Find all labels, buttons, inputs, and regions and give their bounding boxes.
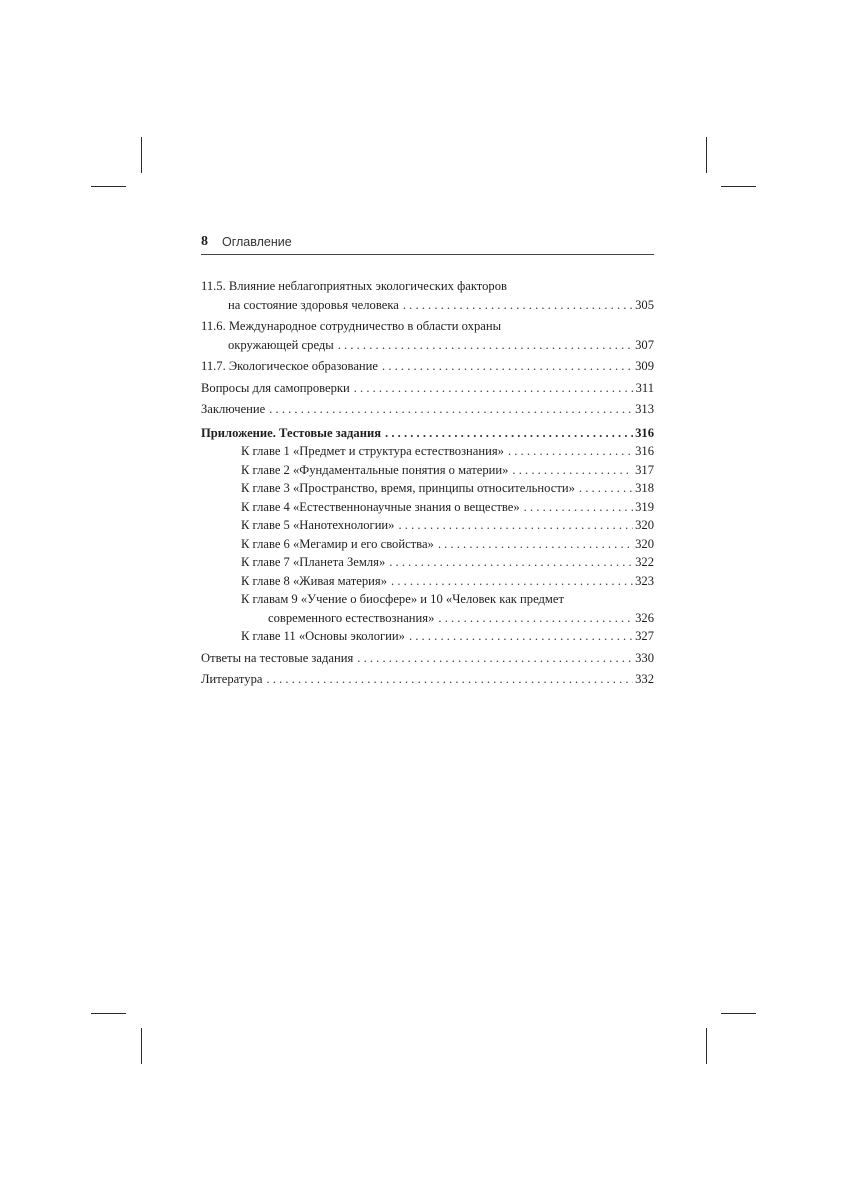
toc-subentry[interactable] <box>241 498 654 517</box>
table-of-contents <box>201 277 654 689</box>
toc-entry-title: 11.6. Международное сотрудничество в области охраны <box>201 319 502 333</box>
toc-subentry[interactable] <box>241 553 654 572</box>
dot-leader <box>398 516 633 535</box>
dot-leader <box>409 627 633 646</box>
toc-entry-title: Вопросы для самопроверки <box>201 380 350 395</box>
toc-entry[interactable] <box>201 670 654 689</box>
crop-mark <box>141 137 142 173</box>
toc-entry[interactable] <box>201 649 654 668</box>
toc-entry[interactable] <box>201 317 654 354</box>
toc-page-number: 323 <box>635 573 654 588</box>
crop-mark <box>721 1013 756 1014</box>
dot-leader <box>385 424 633 443</box>
toc-entry[interactable] <box>201 357 654 376</box>
toc-page-number: 316 <box>635 425 654 440</box>
toc-subentry-title: К главе 8 «Живая материя» <box>241 573 388 588</box>
toc-entry-appendix[interactable] <box>201 424 654 443</box>
toc-page-number: 311 <box>635 380 654 395</box>
dot-leader <box>403 296 633 315</box>
toc-subentry[interactable] <box>241 627 654 646</box>
toc-page-number: 309 <box>635 359 654 373</box>
dot-leader <box>354 379 634 398</box>
crop-mark <box>141 1028 142 1064</box>
dot-leader <box>266 670 633 689</box>
toc-subentry-title-cont: современного естествознания» <box>268 610 435 625</box>
toc-subentry[interactable] <box>241 535 654 554</box>
crop-mark <box>706 1028 707 1064</box>
dot-leader <box>512 461 633 480</box>
crop-mark <box>706 137 707 173</box>
toc-page-number: 307 <box>635 337 654 352</box>
toc-entry[interactable] <box>201 277 654 314</box>
toc-entry-title: 11.7. Экологическое образование <box>201 359 379 373</box>
toc-entry-title: Ответы на тестовые задания <box>201 650 354 665</box>
toc-page-number: 320 <box>635 518 654 532</box>
toc-subentry-title: К главам 9 «Учение о биосфере» и 10 «Человек как предмет <box>241 592 564 606</box>
toc-subentry-title: К главе 5 «Нанотехнологии» <box>241 518 395 532</box>
page-title: Оглавление <box>222 235 292 249</box>
toc-entry-title-cont: окружающей среды <box>228 337 334 352</box>
dot-leader <box>357 649 633 668</box>
toc-entry-title: 11.5. Влияние неблагоприятных экологических факторов <box>201 279 507 293</box>
toc-page-number: 319 <box>635 499 654 514</box>
toc-page-number: 332 <box>635 672 654 686</box>
toc-subentry-title: К главе 11 «Основы экологии» <box>241 629 405 643</box>
toc-subentry-title: К главе 2 «Фундаментальные понятия о материи» <box>241 462 509 477</box>
toc-entry-title-cont: на состояние здоровья человека <box>228 297 399 312</box>
toc-page-number: 316 <box>635 444 654 458</box>
toc-subentry[interactable] <box>241 479 654 498</box>
toc-entry[interactable] <box>201 400 654 419</box>
toc-subentry-title: К главе 7 «Планета Земля» <box>241 555 386 569</box>
crop-mark <box>91 1013 126 1014</box>
toc-subentry-title: К главе 4 «Естественнонаучные знания о веществе» <box>241 499 520 514</box>
toc-subentry[interactable] <box>241 590 654 627</box>
dot-leader <box>524 498 633 517</box>
toc-subentry[interactable] <box>241 572 654 591</box>
dot-leader <box>382 357 633 376</box>
toc-entry-title: Заключение <box>201 402 266 416</box>
toc-page-number: 320 <box>635 536 654 551</box>
toc-subentry[interactable] <box>241 442 654 461</box>
toc-page-number: 327 <box>635 629 654 643</box>
dot-leader <box>389 553 633 572</box>
dot-leader <box>338 336 633 355</box>
dot-leader <box>438 535 633 554</box>
toc-subentry-title: К главе 6 «Мегамир и его свойства» <box>241 536 434 551</box>
toc-page-number: 318 <box>635 481 654 495</box>
toc-page-number: 330 <box>635 650 654 665</box>
toc-page-number: 317 <box>635 462 654 477</box>
dot-leader <box>579 479 633 498</box>
toc-subentry[interactable] <box>241 516 654 535</box>
crop-mark <box>721 186 756 187</box>
running-header <box>201 233 654 255</box>
toc-page-number: 305 <box>635 297 654 312</box>
page-number: 8 <box>201 234 208 249</box>
toc-entry-title: Приложение. Тестовые задания <box>201 425 382 440</box>
toc-subentry[interactable] <box>241 461 654 480</box>
dot-leader <box>508 442 633 461</box>
toc-entry[interactable] <box>201 379 654 398</box>
toc-subentry-title: К главе 1 «Предмет и структура естествознания» <box>241 444 504 458</box>
appendix-subentries <box>201 442 654 646</box>
dot-leader <box>269 400 633 419</box>
dot-leader <box>391 572 633 591</box>
toc-page-number: 313 <box>635 402 654 416</box>
crop-mark <box>91 186 126 187</box>
toc-page-number: 326 <box>635 610 654 625</box>
dot-leader <box>438 609 633 628</box>
toc-subentry-title: К главе 3 «Пространство, время, принципы относительности» <box>241 481 575 495</box>
toc-entry-title: Литература <box>201 672 263 686</box>
toc-page-number: 322 <box>635 555 654 569</box>
